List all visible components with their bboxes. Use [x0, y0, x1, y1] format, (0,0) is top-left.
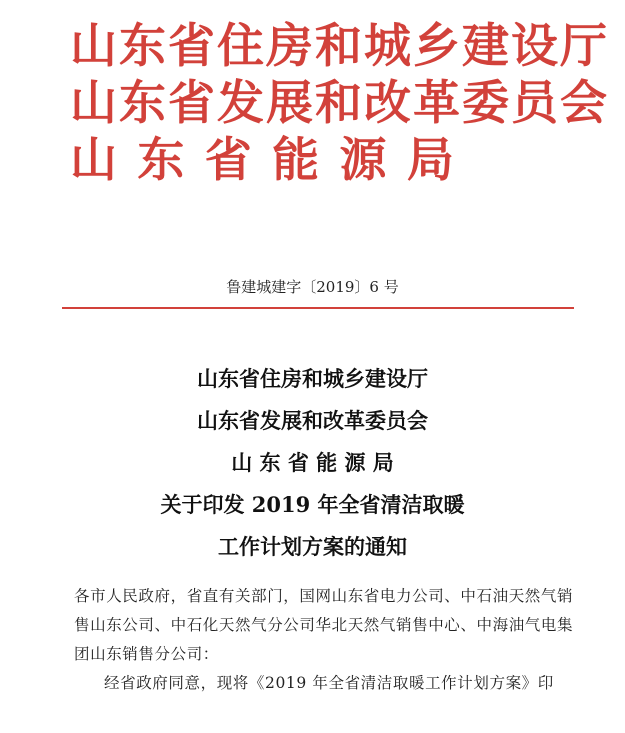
issuer-development-commission: 山东省发展和改革委员会: [70, 76, 609, 131]
title-line-1: 山东省住房和城乡建设厅: [197, 366, 428, 391]
issuing-authorities-header: [70, 18, 609, 189]
document-number: 鲁建城建字〔2019〕6 号: [226, 278, 399, 296]
issuer-energy-bureau: 山 东 省 能 源 局: [70, 133, 456, 188]
document-body: [74, 582, 578, 698]
addressees-paragraph: 各市人民政府，省直有关部门，国网山东省电力公司、中石油天然气销售山东公司、中石化天然气分公司华北天然气销售中心、中海油气电集团山东销售分公司：: [74, 587, 574, 663]
title-line-2: 山东省发展和改革委员会: [197, 408, 428, 433]
title-line-4: 关于印发 2019 年全省清洁取暖: [160, 492, 465, 517]
issuer-housing-department: 山东省住房和城乡建设厅: [70, 19, 609, 74]
title-line-3: 山 东 省 能 源 局: [231, 450, 394, 475]
title-line-5: 工作计划方案的通知: [218, 534, 407, 559]
red-divider-line: [62, 307, 574, 309]
document-title: [0, 358, 625, 568]
body-paragraph-1: 经省政府同意，现将《2019 年全省清洁取暖工作计划方案》印: [104, 674, 554, 692]
